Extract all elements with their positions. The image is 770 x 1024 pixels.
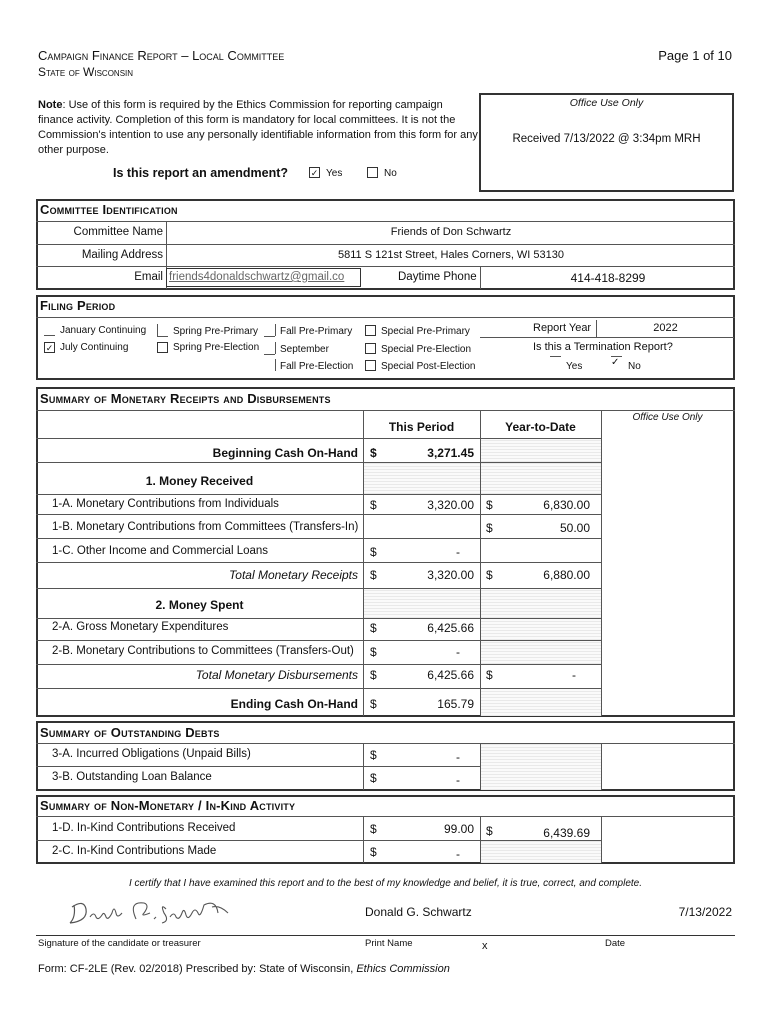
date-value[interactable]: 7/13/2022 — [678, 905, 732, 919]
total-disbursements-ytd[interactable]: - — [572, 668, 576, 682]
row-2a-dollar: $ — [370, 621, 377, 635]
total-disbursements-ytd-dollar: $ — [486, 668, 493, 682]
filing-period-heading: Filing Period — [40, 298, 116, 313]
january-continuing-label: January Continuing — [60, 325, 147, 336]
row-1b-ytd-dollar: $ — [486, 521, 493, 535]
termination-yes-label: Yes — [566, 361, 583, 372]
row-1b-label: 1-B. Monetary Contributions from Committees (Transfers-In) — [52, 521, 359, 533]
july-continuing-label: July Continuing — [60, 342, 129, 353]
report-year-value[interactable]: 2022 — [653, 322, 678, 334]
row-1a-period[interactable]: 3,320.00 — [427, 498, 474, 512]
termination-question: Is this a Termination Report? — [533, 341, 673, 353]
summary-heading: Summary of Monetary Receipts and Disbursements — [40, 391, 331, 406]
committee-name-value[interactable]: Friends of Don Schwartz — [390, 226, 512, 238]
date-label: Date — [605, 938, 626, 949]
row-2c-dollar: $ — [370, 845, 377, 859]
row-1b-ytd[interactable]: 50.00 — [559, 521, 590, 535]
september-label: September — [280, 344, 329, 355]
money-received-heading: 1. Money Received — [145, 474, 254, 488]
row-1a-dollar: $ — [370, 498, 377, 512]
beginning-cash-dollar: $ — [370, 446, 377, 460]
col-year-to-date: Year-to-Date — [505, 420, 576, 434]
row-1d-period[interactable]: 99.00 — [443, 822, 474, 836]
fall-pre-election-label: Fall Pre-Election — [280, 361, 354, 372]
committee-heading: Committee Identification — [40, 202, 178, 217]
form-footer — [38, 963, 450, 975]
row-1d-ytd-dollar: $ — [486, 824, 493, 838]
total-receipts-dollar: $ — [370, 568, 377, 582]
total-receipts-period[interactable]: 3,320.00 — [427, 568, 474, 582]
report-year-label: Report Year — [533, 322, 592, 334]
amendment-yes-checkbox[interactable]: ✓ — [310, 168, 319, 178]
mailing-address-label: Mailing Address — [81, 249, 163, 261]
ending-cash-value[interactable]: 165.79 — [437, 697, 474, 711]
office-use-label: Office Use Only — [569, 97, 644, 109]
amendment-question: Is this report an amendment? — [113, 166, 289, 180]
row-3b-label: 3-B. Outstanding Loan Balance — [52, 771, 212, 783]
form-footer-text: Form: CF-2LE (Rev. 02/2018) Prescribed by: State of Wisconsin, — [38, 963, 357, 975]
spring-pre-election-label: Spring Pre-Election — [173, 342, 260, 353]
row-1d-ytd[interactable]: 6,439.69 — [543, 826, 590, 840]
row-2c-period[interactable]: - — [456, 847, 460, 861]
row-3a-label: 3-A. Incurred Obligations (Unpaid Bills) — [52, 748, 251, 760]
money-spent-heading: 2. Money Spent — [155, 598, 244, 612]
row-2c-label: 2-C. In-Kind Contributions Made — [52, 845, 217, 857]
daytime-phone-value[interactable]: 414-418-8299 — [570, 271, 646, 285]
page-number: Page 1 of 10 — [658, 48, 732, 63]
office-use-box — [479, 93, 734, 192]
email-label: Email — [134, 271, 163, 283]
row-1c-period[interactable]: - — [456, 545, 460, 559]
ending-cash-label: Ending Cash On-Hand — [230, 697, 358, 711]
signature-label: Signature of the candidate or treasurer — [38, 938, 201, 949]
beginning-cash-label: Beginning Cash On-Hand — [212, 446, 358, 460]
special-pre-election-checkbox[interactable] — [365, 343, 376, 354]
print-name-label: Print Name — [365, 938, 413, 949]
amendment-yes-label: Yes — [326, 168, 343, 179]
daytime-phone-label: Daytime Phone — [398, 271, 477, 283]
row-1a-ytd-dollar: $ — [486, 498, 493, 512]
fall-pre-primary-label: Fall Pre-Primary — [280, 326, 353, 337]
special-post-election-checkbox[interactable] — [365, 360, 376, 371]
summary-office-use-label: Office Use Only — [632, 412, 703, 423]
debts-heading: Summary of Outstanding Debts — [40, 725, 220, 740]
spring-pre-primary-label: Spring Pre-Primary — [173, 326, 259, 337]
report-title: Campaign Finance Report – Local Committee — [38, 48, 285, 63]
mailing-address-value[interactable]: 5811 S 121st Street, Hales Corners, WI 53130 — [337, 249, 565, 261]
report-subtitle: State of Wisconsin — [38, 65, 134, 79]
row-3b-dollar: $ — [370, 771, 377, 785]
col-this-period: This Period — [388, 420, 455, 434]
row-2a-period[interactable]: 6,425.66 — [427, 621, 474, 635]
termination-no-mark[interactable]: ✓ — [611, 357, 620, 368]
total-disbursements-period[interactable]: 6,425.66 — [427, 668, 474, 682]
row-3b-value[interactable]: - — [456, 773, 460, 787]
row-1a-ytd[interactable]: 6,830.00 — [543, 498, 590, 512]
note-label: Note — [38, 99, 63, 111]
row-3a-dollar: $ — [370, 748, 377, 762]
received-stamp: Received 7/13/2022 @ 3:34pm MRH — [512, 133, 701, 145]
beginning-cash-value[interactable]: 3,271.45 — [427, 446, 474, 460]
spring-pre-election-checkbox[interactable] — [157, 342, 168, 353]
ending-cash-dollar: $ — [370, 697, 377, 711]
row-1c-dollar: $ — [370, 545, 377, 559]
row-1c-label: 1-C. Other Income and Commercial Loans — [52, 545, 269, 557]
total-receipts-label: Total Monetary Receipts — [229, 568, 358, 582]
total-receipts-ytd-dollar: $ — [486, 568, 493, 582]
total-disbursements-label: Total Monetary Disbursements — [195, 668, 358, 682]
print-name-value[interactable]: Donald G. Schwartz — [365, 905, 472, 919]
note-text: : Use of this form is required by the Ethics Commission for reporting campaign finance activity. Completion of this form is mandatory for local committees. It is not the Commission's intention to use any personally identifiable information from this form for any other purpose. — [38, 99, 478, 156]
email-field[interactable]: friends4donaldschwartz@gmail.co — [166, 268, 361, 287]
signature-scribble — [66, 895, 246, 931]
row-1a-label: 1-A. Monetary Contributions from Individuals — [52, 498, 279, 510]
form-footer-agency: Ethics Commission — [356, 963, 450, 975]
total-disbursements-dollar: $ — [370, 668, 377, 682]
note-paragraph — [38, 98, 478, 158]
special-pre-election-label: Special Pre-Election — [381, 344, 472, 355]
row-2b-dollar: $ — [370, 645, 377, 659]
total-receipts-ytd[interactable]: 6,880.00 — [543, 568, 590, 582]
row-2a-label: 2-A. Gross Monetary Expenditures — [52, 621, 229, 633]
committee-name-label: Committee Name — [73, 226, 163, 238]
special-pre-primary-checkbox[interactable] — [365, 325, 376, 336]
special-post-election-label: Special Post-Election — [381, 361, 476, 372]
row-3a-value[interactable]: - — [456, 750, 460, 764]
row-2b-period[interactable]: - — [456, 645, 460, 659]
inkind-heading: Summary of Non-Monetary / In-Kind Activity — [40, 798, 296, 813]
row-1d-dollar: $ — [370, 822, 377, 836]
special-pre-primary-label: Special Pre-Primary — [381, 326, 470, 337]
amendment-no-checkbox[interactable] — [367, 167, 378, 178]
termination-no-label: No — [628, 361, 641, 372]
certification-statement: I certify that I have examined this report and to the best of my knowledge and belief, it is true, correct, and complete. — [128, 878, 643, 889]
amendment-no-label: No — [384, 168, 397, 179]
row-2b-label: 2-B. Monetary Contributions to Committees (Transfers-Out) — [52, 645, 354, 657]
signature-text — [40, 921, 49, 922]
row-1d-label: 1-D. In-Kind Contributions Received — [52, 822, 236, 834]
july-continuing-checkbox[interactable]: ✓ — [45, 343, 54, 353]
x-mark: x — [482, 940, 488, 952]
signature[interactable] — [66, 895, 246, 931]
